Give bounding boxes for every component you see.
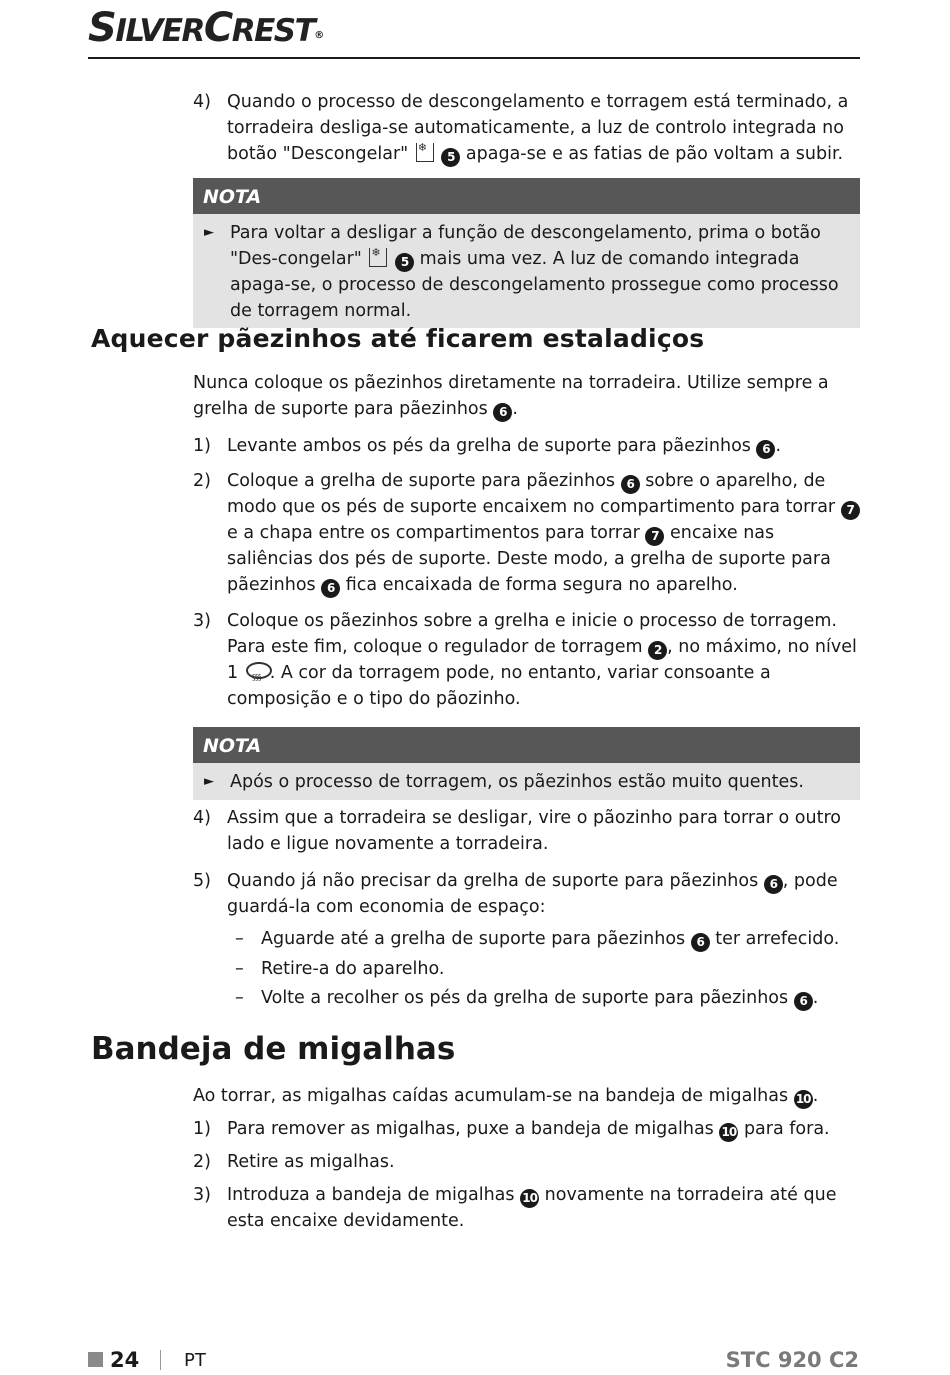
list-item — [193, 468, 860, 598]
step-text: Quando o processo de descongelamento e torragem está terminado, a torradeira desliga-se automaticamente, a luz de controlo integrada no botão "Descongelar" ❄ 5 apaga-se e as fatias de pão voltam a subir. — [227, 89, 860, 167]
sub-item-text: Aguarde até a grelha de suporte para pãezinhos 6 ter arrefecido. — [261, 926, 860, 952]
model-number: STC 920 C2 — [725, 1348, 859, 1372]
sub-list-item — [235, 926, 860, 952]
step-text: Retire as migalhas. — [227, 1152, 395, 1172]
step-number: 3) — [193, 611, 211, 631]
step-text: Assim que a torradeira se desligar, vire o pãozinho para torrar o outro lado e ligue novamente a torradeira. — [227, 808, 841, 854]
note-box — [193, 178, 860, 328]
step-number: 1) — [193, 1119, 211, 1139]
browning-level-icon — [244, 662, 270, 684]
step-number: 5) — [193, 871, 211, 891]
reference-number: 5 — [395, 253, 414, 272]
note-box — [193, 727, 860, 800]
note-content: ► Após o processo de torragem, os pãezinhos estão muito quentes. — [193, 763, 860, 800]
sub-item-text: Volte a recolher os pés da grelha de suporte para pãezinhos 6 . — [261, 985, 860, 1011]
list-item — [193, 1149, 860, 1175]
language-code: PT — [184, 1350, 206, 1371]
reference-number: 6 — [764, 875, 783, 894]
step-text: Introduza a bandeja de migalhas 10 novamente na torradeira até que esta encaixe devidamente. — [227, 1185, 837, 1231]
reference-number: 7 — [841, 501, 860, 520]
reference-number: 6 — [794, 992, 813, 1011]
reference-number: 2 — [648, 641, 667, 660]
step-number: 2) — [193, 471, 211, 491]
step-number: 4) — [193, 92, 211, 112]
sub-list-item — [235, 956, 860, 982]
step-text: Levante ambos os pés da grelha de suporte para pãezinhos 6 . — [227, 433, 860, 459]
reference-number: 10 — [794, 1090, 813, 1109]
reference-number: 6 — [756, 440, 775, 459]
list-item — [193, 608, 860, 712]
section-heading: Bandeja de migalhas — [91, 1031, 456, 1067]
reference-number: 10 — [520, 1189, 539, 1208]
step-text: Coloque os pãezinhos sobre a grelha e inicie o processo de torragem. Para este fim, coloque o regulador de torragem 2 , no máximo, no nível 1 §§§. A cor da torragem pode, no entanto, variar consoante a composição e o tipo do pãozinho. — [227, 608, 860, 712]
sub-item-text: Retire-a do aparelho. — [261, 959, 445, 979]
step-text: Quando já não precisar da grelha de suporte para pãezinhos 6 , pode guardá-la com economia de espaço: — [227, 871, 838, 917]
brand-logo: SILVERCREST® — [88, 5, 325, 51]
note-title: NOTA — [193, 178, 860, 214]
reference-number: 10 — [719, 1123, 738, 1142]
reference-number: 6 — [321, 579, 340, 598]
dash-bullet: – — [235, 988, 244, 1008]
list-item — [193, 805, 860, 857]
arrow-icon: ► — [204, 225, 214, 240]
list-item — [193, 89, 860, 167]
dash-bullet: – — [235, 929, 244, 949]
defrost-icon — [416, 143, 434, 162]
step-text: Para remover as migalhas, puxe a bandeja de migalhas 10 para fora. — [227, 1116, 860, 1142]
step-number: 1) — [193, 436, 211, 456]
list-item — [193, 1182, 860, 1234]
section-intro: Nunca coloque os pãezinhos diretamente na torradeira. Utilize sempre a grelha de suporte para pãezinhos 6 . — [193, 370, 860, 422]
list-item — [193, 433, 860, 459]
page-number: 24 — [110, 1348, 140, 1372]
reference-number: 7 — [645, 527, 664, 546]
section-intro: Ao torrar, as migalhas caídas acumulam-se na bandeja de migalhas 10 . — [193, 1083, 860, 1109]
step-text: Coloque a grelha de suporte para pãezinhos 6 sobre o aparelho, de modo que os pés de suporte encaixem no compartimento para torrar 7 e a chapa entre os compartimentos para torrar 7 encaixe nas saliências dos pés de suporte. Deste modo, a grelha de suporte para pãezinhos 6 fica encaixada de forma segura no aparelho. — [227, 468, 860, 598]
footer-divider — [160, 1350, 161, 1370]
reference-number: 6 — [621, 475, 640, 494]
dash-bullet: – — [235, 959, 244, 979]
list-item — [193, 868, 860, 920]
reference-number: 6 — [691, 933, 710, 952]
footer-square-icon — [88, 1352, 103, 1367]
reference-number: 6 — [493, 403, 512, 422]
sub-list-item — [235, 985, 860, 1011]
section-heading: Aquecer pãezinhos até ficarem estaladiços — [91, 324, 705, 353]
note-content: ► Para voltar a desligar a função de descongelamento, prima o botão "Des-congelar" ❄ 5 mais uma vez. A luz de comando integrada apaga-se, o processo de descongelamento prossegue como processo de torragem normal. — [193, 214, 860, 328]
step-number: 2) — [193, 1152, 211, 1172]
list-item — [193, 1116, 860, 1142]
note-title: NOTA — [193, 727, 860, 763]
step-number: 3) — [193, 1185, 211, 1205]
header-rule — [88, 57, 860, 59]
reference-number: 5 — [441, 148, 460, 167]
defrost-icon — [369, 248, 387, 267]
step-number: 4) — [193, 808, 211, 828]
arrow-icon: ► — [204, 774, 214, 789]
